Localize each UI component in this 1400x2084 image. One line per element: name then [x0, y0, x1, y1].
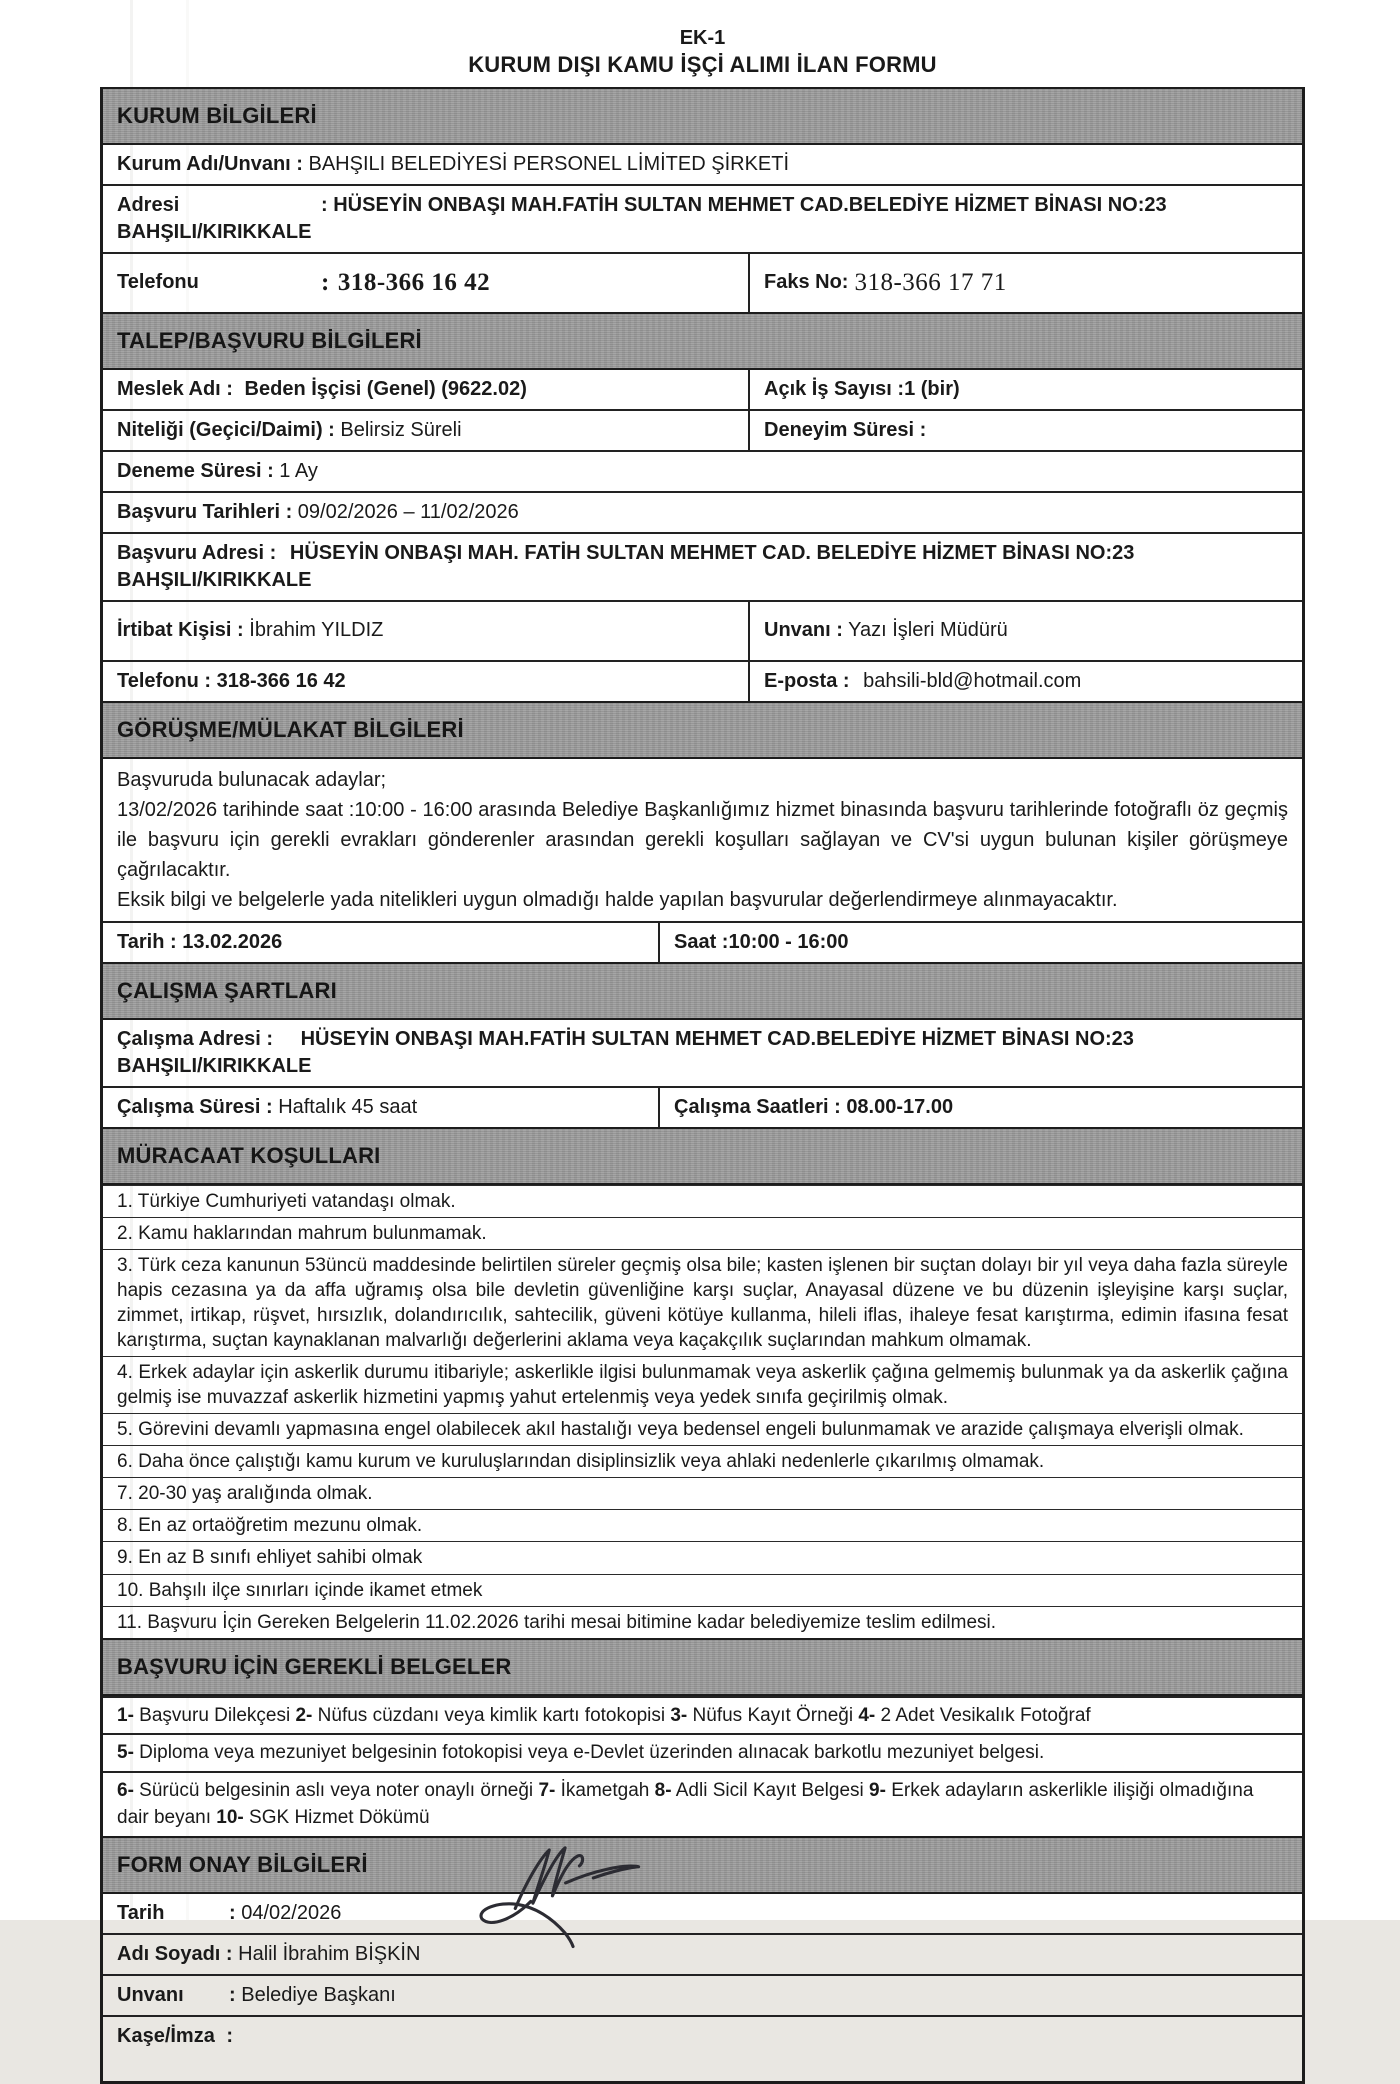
row-telefon-eposta [103, 660, 1302, 701]
section-title: KURUM BİLGİLERİ [117, 102, 317, 128]
row-tarih-saat [103, 921, 1302, 962]
field-label: Çalışma Saatleri : [674, 1095, 841, 1118]
field-label: Deneme Süresi : [117, 459, 274, 482]
row-nitelik-deneyim [103, 409, 1302, 450]
muracaat-list [103, 1185, 1302, 1638]
cell-telefonu [103, 254, 748, 312]
field-value: Yazı İşleri Müdürü [848, 619, 1008, 641]
field-value: İbrahim YILDIZ [249, 619, 384, 641]
form-title: KURUM DIŞI KAMU İŞÇİ ALIMI İLAN FORMU [468, 52, 937, 77]
field-label: Deneyim Süresi : [764, 418, 927, 441]
row-gorusme-aciklama [103, 759, 1302, 921]
section-header-gerekli-belgeler [103, 1638, 1302, 1696]
belge-row-2: 5- Diploma veya mezuniyet belgesinin fotokopisi veya e-Devlet üzerinden alınacak barkotlu mezuniyet belgesi. [103, 1733, 1302, 1771]
email-value: bahsili-bld@hotmail.com [863, 669, 1082, 692]
field-value: Halil İbrahim BİŞKİN [238, 1942, 421, 1965]
form-table [100, 87, 1305, 2084]
field-label: Başvuru Tarihleri : [117, 500, 293, 523]
section-header-gorusme-mulakat [103, 701, 1302, 759]
field-value: Belirsiz Süreli [340, 418, 462, 441]
section-title: FORM ONAY BİLGİLERİ [117, 1851, 368, 1877]
section-header-muracaat-kosullari [103, 1127, 1302, 1185]
field-label: Kaşe/İmza [117, 2024, 215, 2047]
cell-unvan [748, 602, 1302, 660]
field-label: Telefonu [117, 271, 199, 293]
field-label: Tarih [117, 1901, 165, 1924]
field-label: Adı Soyadı [117, 1942, 221, 1965]
field-value: 318-366 16 42 [216, 669, 346, 692]
row-onay-unvan [103, 1974, 1302, 2015]
paragraph-body: 13/02/2026 tarihinde saat :10:00 - 16:00 arasında Belediye Başkanlığımız hizmet binasında başvuru tarihlerinde fotoğraflı öz geçmiş ile başvuru için gerekli evrakları gönderenler arasından gerekli koşulları sağlayan ve CV'si uygun bulunan kişiler görüşmeye çağrılacaktır. [117, 798, 1288, 881]
field-value-line2: BAHŞILI/KIRIKKALE [117, 1054, 312, 1077]
row-sure-saat [103, 1086, 1302, 1127]
row-kase-imza [103, 2015, 1302, 2081]
cell-eposta [748, 662, 1302, 701]
colon: : [229, 1983, 236, 2006]
colon: : [225, 1942, 233, 1965]
section-title: ÇALIŞMA ŞARTLARI [117, 977, 337, 1003]
row-telefon-faks [103, 252, 1302, 312]
field-label: Tarih : [117, 930, 177, 953]
list-item-9: 9. En az B sınıfı ehliyet sahibi olmak [103, 1541, 1302, 1573]
field-value: 1 (bir) [904, 377, 960, 400]
field-value: 13.02.2026 [182, 930, 283, 953]
section-title: BAŞVURU İÇİN GEREKLİ BELGELER [117, 1653, 512, 1679]
row-meslek-acik [103, 370, 1302, 409]
colon: : [229, 1901, 236, 1924]
cell-deneyim [748, 411, 1302, 450]
section-title: TALEP/BAŞVURU BİLGİLERİ [117, 327, 422, 353]
form-document [100, 26, 1305, 2084]
field-value: 10:00 - 16:00 [728, 930, 849, 953]
list-item-5: 5. Görevini devamlı yapmasına engel olabilecek akıl hastalığı veya bedensel engeli bulunmamak ve arazide çalışmaya elverişli olmak. [103, 1413, 1302, 1445]
row-deneme-suresi [103, 450, 1302, 491]
field-label: Adresi [117, 193, 180, 216]
field-value: HÜSEYİN ONBAŞI MAH. FATİH SULTAN MEHMET CAD. BELEDİYE HİZMET BİNASI NO:23 [289, 541, 1135, 564]
field-value: HÜSEYİN ONBAŞI MAH.FATİH SULTAN MEHMET CAD.BELEDİYE HİZMET BİNASI NO:23 [300, 1027, 1134, 1050]
phone-value: 318-366 16 42 [337, 268, 491, 296]
field-value: 08.00-17.00 [846, 1095, 954, 1118]
field-value: 1 Ay [279, 459, 318, 482]
section-header-form-onay [103, 1836, 1302, 1894]
belgeler-list [103, 1696, 1302, 1836]
list-item-3: 3. Türk ceza kanunun 53üncü maddesinde belirtilen süreler geçmiş olsa bile; kasten işlenen bir suçtan dolayı bir yıl veya daha fazla süreyle hapis cezasına ya da affa uğramış olsa bile devletin güvenliğine karşı suçlar, Anayasal düzene ve bu düzenin işleyişine karşı suçlar, zimmet, irtikap, rüşvet, hırsızlık, dolandırıcılık, sahtecilik, güveni kötüye kullanma, hileli iflas, ihaleye fesat karıştırma, edimin ifasına fesat karıştırma, suçtan kaynaklanan malvarlığı değerlerini aklama veya kaçakçılık suçlarından mahkum olmamak. [103, 1249, 1302, 1356]
section-title: GÖRÜŞME/MÜLAKAT BİLGİLERİ [117, 716, 464, 742]
cell-saat [658, 923, 1302, 962]
row-irtibat-unvan [103, 600, 1302, 660]
belge-row-1: 1- Başvuru Dilekçesi 2- Nüfus cüzdanı veya kimlik kartı fotokopisi 3- Nüfus Kayıt Örneği 4- 2 Adet Vesikalık Fotoğraf [103, 1696, 1302, 1734]
belge-row-3: 6- Sürücü belgesinin aslı veya noter onaylı örneği 7- İkametgah 8- Adli Sicil Kayıt Belgesi 9- Erkek adayların askerlikle ilişiği olmadığına dair beyanı 10- SGK Hizmet Dökümü [103, 1771, 1302, 1836]
cell-faks [748, 254, 1302, 312]
list-item-2: 2. Kamu haklarından mahrum bulunmamak. [103, 1217, 1302, 1249]
field-value-line2: BAHŞILI/KIRIKKALE [117, 220, 312, 243]
row-onay-adsoyad [103, 1933, 1302, 1974]
list-item-4: 4. Erkek adaylar için askerlik durumu itibariyle; askerlikle ilgisi bulunmamak veya askerlik çağına gelmemiş bulunmak ya da askerlik çağına gelmiş ise muvazzaf askerlik hizmetini yapmış yahut ertelenmiş veya yedek sınıfa geçirilmiş olmak. [103, 1356, 1302, 1413]
cell-tarih [103, 923, 658, 962]
row-calisma-adresi [103, 1020, 1302, 1086]
field-label: Meslek Adı : [117, 377, 233, 400]
cell-calisma-suresi [103, 1088, 658, 1127]
field-label: Kurum Adı/Unvanı : [117, 152, 303, 175]
field-value: Beden İşçisi (Genel) (9622.02) [244, 377, 527, 400]
row-adresi [103, 184, 1302, 252]
field-value: BAHŞILI BELEDİYESİ PERSONEL LİMİTED ŞİRKETİ [308, 152, 790, 175]
field-value-line2: BAHŞILI/KIRIKKALE [117, 568, 312, 591]
field-label: Başvuru Adresi : [117, 541, 277, 564]
section-title: MÜRACAAT KOŞULLARI [117, 1142, 381, 1168]
list-item-7: 7. 20-30 yaş aralığında olmak. [103, 1477, 1302, 1509]
field-label: Çalışma Adresi : [117, 1027, 273, 1050]
faks-value: 318-366 17 71 [854, 268, 1007, 296]
section-header-calisma-sartlari [103, 962, 1302, 1020]
section-header-talep-basvuru [103, 312, 1302, 370]
field-label: Unvanı : [764, 619, 843, 641]
field-label: E-posta : [764, 669, 850, 692]
list-item-6: 6. Daha önce çalıştığı kamu kurum ve kuruluşlarından disiplinsizlik veya ahlaki nedenlerle çıkarılmış olmamak. [103, 1445, 1302, 1477]
row-basvuru-adresi [103, 532, 1302, 600]
row-kurum-adi [103, 145, 1302, 184]
form-titles [100, 26, 1305, 79]
field-value: Haftalık 45 saat [278, 1095, 418, 1118]
field-value: HÜSEYİN ONBAŞI MAH.FATİH SULTAN MEHMET CAD.BELEDİYE HİZMET BİNASI NO:23 [333, 193, 1167, 216]
field-label: Çalışma Süresi : [117, 1095, 273, 1118]
cell-acik-is [748, 370, 1302, 409]
field-label: İrtibat Kişisi : [117, 619, 244, 641]
section-header-kurum-bilgileri [103, 89, 1302, 145]
colon: : [321, 268, 330, 296]
field-value: 04/02/2026 [241, 1901, 342, 1924]
colon: : [226, 2024, 234, 2047]
cell-nitelik [103, 411, 748, 450]
colon: : [321, 193, 328, 216]
field-label: Telefonu : [117, 669, 212, 692]
field-label: Saat : [674, 930, 729, 953]
field-label: Faks No: [764, 271, 849, 293]
field-value: Belediye Başkanı [241, 1983, 396, 2006]
field-label: Unvanı [117, 1983, 184, 2006]
paragraph-line2: Eksik bilgi ve belgelerle yada nitelikleri uygun olmadığı halde yapılan başvurular değerlendirmeye alınmayacaktır. [117, 888, 1118, 911]
row-basvuru-tarihleri [103, 491, 1302, 532]
field-value: 09/02/2026 – 11/02/2026 [297, 500, 519, 523]
cell-calisma-saatleri [658, 1088, 1302, 1127]
list-item-1: 1. Türkiye Cumhuriyeti vatandaşı olmak. [103, 1185, 1302, 1217]
row-onay-tarih [103, 1894, 1302, 1933]
cell-irtibat [103, 602, 748, 660]
cell-meslek [103, 370, 748, 409]
list-item-8: 8. En az ortaöğretim mezunu olmak. [103, 1509, 1302, 1541]
list-item-10: 10. Bahşılı ilçe sınırları içinde ikamet etmek [103, 1574, 1302, 1606]
field-label: Niteliği (Geçici/Daimi) : [117, 418, 335, 441]
cell-telefon2 [103, 662, 748, 701]
field-label: Açık İş Sayısı : [764, 377, 905, 400]
paragraph-line1: Başvuruda bulunacak adaylar; [117, 768, 387, 791]
list-item-11: 11. Başvuru İçin Gereken Belgelerin 11.02.2026 tarihi mesai bitimine kadar belediyemize teslim edilmesi. [103, 1606, 1302, 1638]
ek-label: EK-1 [679, 27, 726, 49]
